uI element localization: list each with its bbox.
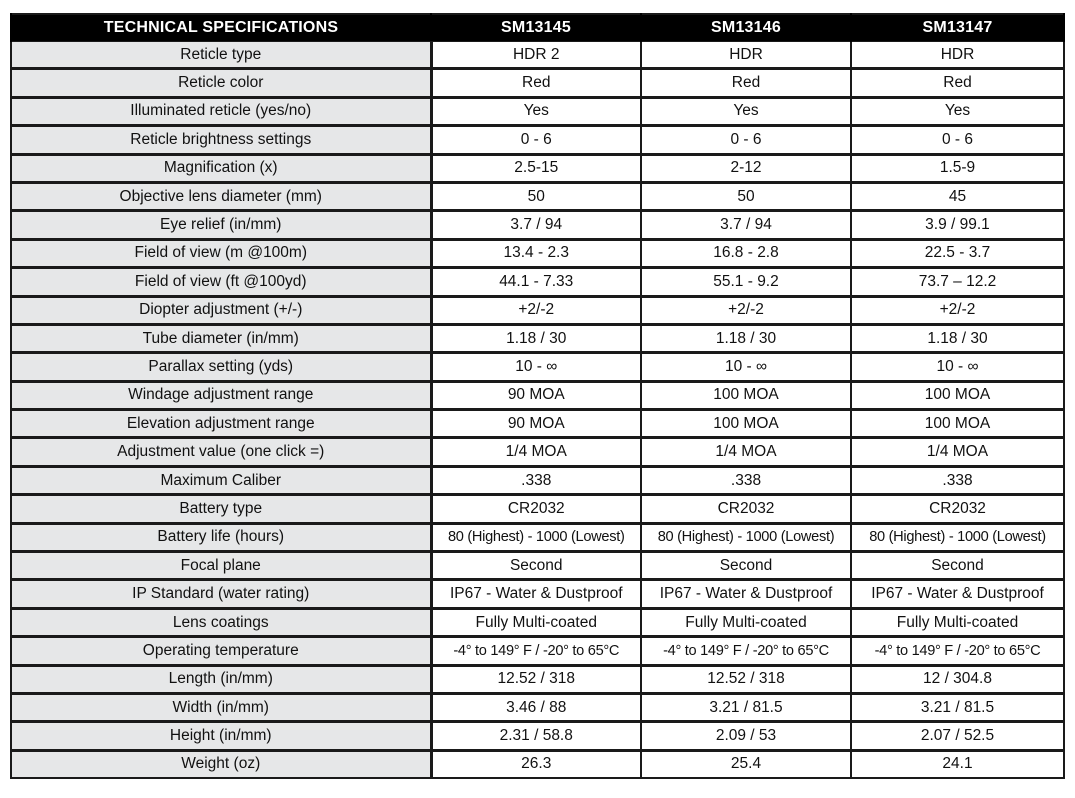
spec-value-sm13146: 2-12: [641, 154, 851, 182]
spec-value-sm13147: 3.21 / 81.5: [851, 693, 1064, 721]
table-row: [11, 495, 1064, 523]
spec-value-sm13146: CR2032: [641, 495, 851, 523]
header-row: [11, 14, 1064, 42]
spec-value-sm13146: 100 MOA: [641, 381, 851, 409]
spec-value-sm13147: 2.07 / 52.5: [851, 722, 1064, 750]
table-row: [11, 211, 1064, 239]
spec-value-sm13146: 50: [641, 182, 851, 210]
table-row: [11, 154, 1064, 182]
table-row: [11, 466, 1064, 494]
spec-value-sm13147: 80 (Highest) - 1000 (Lowest): [851, 523, 1064, 551]
spec-value-sm13147: Red: [851, 69, 1064, 97]
spec-value-sm13147: 45: [851, 182, 1064, 210]
table-row: [11, 42, 1064, 69]
spec-label-reticle-type: Reticle type: [11, 42, 431, 69]
spec-value-sm13147: IP67 - Water & Dustproof: [851, 580, 1064, 608]
spec-value-sm13147: -4° to 149° F / -20° to 65°C: [851, 637, 1064, 665]
spec-label-width-in-mm: Width (in/mm): [11, 693, 431, 721]
spec-value-sm13145: 0 - 6: [431, 126, 641, 154]
spec-value-sm13147: 1.5-9: [851, 154, 1064, 182]
spec-value-sm13146: 100 MOA: [641, 410, 851, 438]
spec-value-sm13145: 44.1 - 7.33: [431, 268, 641, 296]
spec-value-sm13145: 80 (Highest) - 1000 (Lowest): [431, 523, 641, 551]
spec-value-sm13145: 26.3: [431, 750, 641, 778]
spec-label-maximum-caliber: Maximum Caliber: [11, 466, 431, 494]
spec-value-sm13146: 1/4 MOA: [641, 438, 851, 466]
spec-value-sm13146: Fully Multi-coated: [641, 608, 851, 636]
spec-label-windage-adjustment-range: Windage adjustment range: [11, 381, 431, 409]
spec-value-sm13145: 3.7 / 94: [431, 211, 641, 239]
spec-value-sm13147: 1.18 / 30: [851, 324, 1064, 352]
spec-label-parallax-setting-yds: Parallax setting (yds): [11, 353, 431, 381]
spec-value-sm13146: 25.4: [641, 750, 851, 778]
spec-value-sm13145: 90 MOA: [431, 381, 641, 409]
table-row: [11, 69, 1064, 97]
spec-value-sm13146: 0 - 6: [641, 126, 851, 154]
spec-value-sm13145: 2.31 / 58.8: [431, 722, 641, 750]
spec-label-elevation-adjustment-range: Elevation adjustment range: [11, 410, 431, 438]
table-row: [11, 410, 1064, 438]
spec-value-sm13145: Fully Multi-coated: [431, 608, 641, 636]
table-row: [11, 353, 1064, 381]
spec-value-sm13146: 16.8 - 2.8: [641, 239, 851, 267]
spec-value-sm13147: 3.9 / 99.1: [851, 211, 1064, 239]
spec-value-sm13145: Yes: [431, 97, 641, 125]
spec-label-ip-standard-water-rating: IP Standard (water rating): [11, 580, 431, 608]
spec-value-sm13147: 1/4 MOA: [851, 438, 1064, 466]
spec-value-sm13145: 10 - ∞: [431, 353, 641, 381]
spec-label-reticle-color: Reticle color: [11, 69, 431, 97]
spec-value-sm13146: Second: [641, 552, 851, 580]
spec-label-battery-type: Battery type: [11, 495, 431, 523]
spec-value-sm13146: 12.52 / 318: [641, 665, 851, 693]
technical-specifications-table: [10, 13, 1065, 779]
spec-value-sm13147: 22.5 - 3.7: [851, 239, 1064, 267]
spec-label-field-of-view-m-100m: Field of view (m @100m): [11, 239, 431, 267]
table-row: [11, 665, 1064, 693]
spec-value-sm13145: 12.52 / 318: [431, 665, 641, 693]
spec-value-sm13145: 50: [431, 182, 641, 210]
table-row: [11, 324, 1064, 352]
table-row: [11, 750, 1064, 778]
spec-value-sm13145: 90 MOA: [431, 410, 641, 438]
table-row: [11, 523, 1064, 551]
header-specifications: TECHNICAL SPECIFICATIONS: [11, 14, 431, 42]
spec-value-sm13147: Second: [851, 552, 1064, 580]
spec-label-magnification-x: Magnification (x): [11, 154, 431, 182]
spec-label-focal-plane: Focal plane: [11, 552, 431, 580]
spec-value-sm13146: 3.21 / 81.5: [641, 693, 851, 721]
spec-value-sm13146: IP67 - Water & Dustproof: [641, 580, 851, 608]
spec-value-sm13146: 55.1 - 9.2: [641, 268, 851, 296]
spec-value-sm13145: 2.5-15: [431, 154, 641, 182]
spec-value-sm13147: 100 MOA: [851, 381, 1064, 409]
spec-value-sm13146: 1.18 / 30: [641, 324, 851, 352]
spec-value-sm13147: .338: [851, 466, 1064, 494]
spec-value-sm13147: 0 - 6: [851, 126, 1064, 154]
spec-value-sm13147: 73.7 – 12.2: [851, 268, 1064, 296]
table-row: [11, 637, 1064, 665]
spec-value-sm13145: 1.18 / 30: [431, 324, 641, 352]
spec-label-eye-relief-in-mm: Eye relief (in/mm): [11, 211, 431, 239]
spec-label-length-in-mm: Length (in/mm): [11, 665, 431, 693]
spec-label-adjustment-value-one-click: Adjustment value (one click =): [11, 438, 431, 466]
spec-label-tube-diameter-in-mm: Tube diameter (in/mm): [11, 324, 431, 352]
table-row: [11, 438, 1064, 466]
spec-label-operating-temperature: Operating temperature: [11, 637, 431, 665]
table-row: [11, 580, 1064, 608]
spec-value-sm13145: CR2032: [431, 495, 641, 523]
spec-value-sm13146: HDR: [641, 42, 851, 69]
spec-label-objective-lens-diameter-mm: Objective lens diameter (mm): [11, 182, 431, 210]
spec-value-sm13147: 24.1: [851, 750, 1064, 778]
spec-label-weight-oz: Weight (oz): [11, 750, 431, 778]
spec-value-sm13145: IP67 - Water & Dustproof: [431, 580, 641, 608]
table-row: [11, 97, 1064, 125]
spec-value-sm13147: +2/-2: [851, 296, 1064, 324]
table-row: [11, 182, 1064, 210]
spec-label-diopter-adjustment: Diopter adjustment (+/-): [11, 296, 431, 324]
spec-value-sm13145: Second: [431, 552, 641, 580]
spec-value-sm13146: 10 - ∞: [641, 353, 851, 381]
spec-value-sm13145: 13.4 - 2.3: [431, 239, 641, 267]
spec-value-sm13147: 10 - ∞: [851, 353, 1064, 381]
table-row: [11, 268, 1064, 296]
table-row: [11, 693, 1064, 721]
spec-value-sm13146: 3.7 / 94: [641, 211, 851, 239]
table-row: [11, 722, 1064, 750]
spec-value-sm13146: Yes: [641, 97, 851, 125]
header-model-sm13145: SM13145: [431, 14, 641, 42]
table-row: [11, 126, 1064, 154]
spec-table-body: [11, 42, 1064, 779]
spec-label-lens-coatings: Lens coatings: [11, 608, 431, 636]
table-row: [11, 239, 1064, 267]
spec-value-sm13145: -4° to 149° F / -20° to 65°C: [431, 637, 641, 665]
spec-value-sm13145: 3.46 / 88: [431, 693, 641, 721]
spec-value-sm13146: Red: [641, 69, 851, 97]
spec-value-sm13145: 1/4 MOA: [431, 438, 641, 466]
spec-value-sm13147: CR2032: [851, 495, 1064, 523]
spec-value-sm13145: Red: [431, 69, 641, 97]
spec-value-sm13147: 12 / 304.8: [851, 665, 1064, 693]
spec-value-sm13145: .338: [431, 466, 641, 494]
table-row: [11, 381, 1064, 409]
spec-value-sm13145: HDR 2: [431, 42, 641, 69]
table-row: [11, 296, 1064, 324]
table-row: [11, 552, 1064, 580]
spec-value-sm13147: 100 MOA: [851, 410, 1064, 438]
spec-value-sm13146: -4° to 149° F / -20° to 65°C: [641, 637, 851, 665]
spec-label-reticle-brightness-settings: Reticle brightness settings: [11, 126, 431, 154]
table-row: [11, 608, 1064, 636]
spec-value-sm13146: 2.09 / 53: [641, 722, 851, 750]
spec-value-sm13147: Fully Multi-coated: [851, 608, 1064, 636]
spec-value-sm13147: Yes: [851, 97, 1064, 125]
spec-label-battery-life-hours: Battery life (hours): [11, 523, 431, 551]
spec-value-sm13146: .338: [641, 466, 851, 494]
spec-label-field-of-view-ft-100yd: Field of view (ft @100yd): [11, 268, 431, 296]
spec-value-sm13146: +2/-2: [641, 296, 851, 324]
spec-label-illuminated-reticle-yes-no: Illuminated reticle (yes/no): [11, 97, 431, 125]
spec-value-sm13146: 80 (Highest) - 1000 (Lowest): [641, 523, 851, 551]
header-model-sm13146: SM13146: [641, 14, 851, 42]
spec-label-height-in-mm: Height (in/mm): [11, 722, 431, 750]
spec-value-sm13145: +2/-2: [431, 296, 641, 324]
header-model-sm13147: SM13147: [851, 14, 1064, 42]
spec-value-sm13147: HDR: [851, 42, 1064, 69]
